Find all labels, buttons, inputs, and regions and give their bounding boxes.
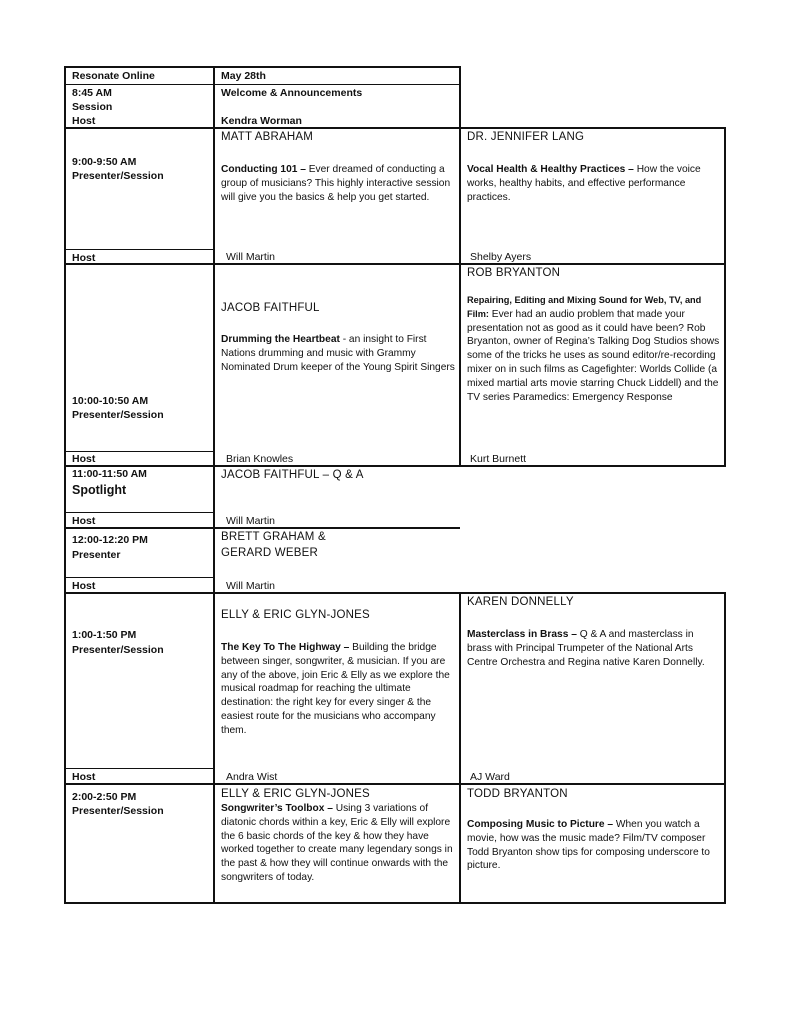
presenter-name: BRETT GRAHAM & <box>221 531 326 543</box>
time-slot: 11:00-11:50 AM <box>72 468 147 480</box>
time-slot: 9:00-9:50 AM <box>72 156 137 168</box>
row-label-role: Presenter/Session <box>72 409 164 421</box>
presenter-name: DR. JENNIFER LANG <box>467 131 585 143</box>
row-label-host: Host <box>72 515 96 527</box>
event-title: Resonate Online <box>72 70 155 82</box>
session-description: The Key To The Highway – Building the bridge between singer, songwriter, & musician. If you are any of the above, join Eric & Elly as we explore the musical roadmap for reaching the ultimate destination: the right key for every singer & the easiest route for the musicians who accompany them. <box>221 642 450 736</box>
row-label-role: Presenter <box>72 549 121 561</box>
presenter-name: GERARD WEBER <box>221 547 318 559</box>
row-label-host: Host <box>72 115 96 127</box>
session-title: Welcome & Announcements <box>221 87 363 99</box>
row-label-role: Presenter/Session <box>72 170 164 182</box>
row-label-host: Host <box>72 580 96 592</box>
row-label-role: Spotlight <box>72 483 127 497</box>
row-label-session: Session <box>72 101 113 113</box>
presenter-name: ELLY & ERIC GLYN-JONES <box>221 788 370 800</box>
session-description: Vocal Health & Healthy Practices – How the voice works, healthy habits, and effective performance practices. <box>467 164 701 203</box>
host-name: AJ Ward <box>470 771 510 783</box>
host-name: Will Martin <box>226 580 275 592</box>
time-slot: 2:00-2:50 PM <box>72 791 137 803</box>
presenter-name: MATT ABRAHAM <box>221 131 314 143</box>
session-description: Conducting 101 – Ever dreamed of conducting a group of musicians? This highly interactive session will give you the basics & help you get started. <box>221 164 451 203</box>
session-description: Repairing, Editing and Mixing Sound for Web, TV, and Film: Ever had an audio problem that made your presentation not as good as it could have been? Rob Bryanton, owner of Regina’s Talking Dog Studios shows some of the tricks he uses as sound editor/re-recording mixer on in such films as Cagefighter: Worlds Collide (a mixed martial arts movie starring Chuck Liddell) and the TV series Paramedics: Emergency Response <box>467 295 720 403</box>
session-description: Composing Music to Picture – When you watch a movie, how was the music made? Film/TV composer Todd Bryanton show tips for composing underscore to picture. <box>467 819 710 872</box>
host-name: Will Martin <box>226 251 275 263</box>
host-name: Kurt Burnett <box>470 453 527 465</box>
event-date: May 28th <box>221 70 266 82</box>
row-label-host: Host <box>72 453 96 465</box>
time-slot: 1:00-1:50 PM <box>72 629 137 641</box>
presenter-name: KAREN DONNELLY <box>467 596 574 608</box>
row-label-role: Presenter/Session <box>72 644 164 656</box>
row-label-host: Host <box>72 252 96 264</box>
session-description: Drumming the Heartbeat - an insight to First Nations drumming and music with Grammy Nominated Drum keeper of the Young Spirit Singers <box>221 334 455 373</box>
presenter-name: TODD BRYANTON <box>467 788 568 800</box>
host-name: Shelby Ayers <box>470 251 532 263</box>
time-slot: 12:00-12:20 PM <box>72 534 148 546</box>
presenter-name: JACOB FAITHFUL <box>221 302 320 314</box>
presenter-name: JACOB FAITHFUL – Q & A <box>221 469 364 481</box>
presenter-name: ELLY & ERIC GLYN-JONES <box>221 609 370 621</box>
time-slot: 10:00-10:50 AM <box>72 395 149 407</box>
time-slot: 8:45 AM <box>72 87 112 99</box>
row-label-host: Host <box>72 771 96 783</box>
host-name: Andra Wist <box>226 771 278 783</box>
session-description: Masterclass in Brass – Q & A and masterclass in brass with Principal Trumpeter of the National Arts Centre Orchestra and Regina native Karen Donnelly. <box>467 629 705 668</box>
host-name: Brian Knowles <box>226 453 294 465</box>
host-name: Will Martin <box>226 515 275 527</box>
host-name: Kendra Worman <box>221 115 302 127</box>
session-description: Songwriter’s Toolbox – Using 3 variations of diatonic chords within a key, Eric & Elly will explore the 6 basic chords of the key & how they have worked together to create many legendary songs in the past & how they will continue onwards with the songwriters of today. <box>221 803 453 883</box>
row-label-role: Presenter/Session <box>72 805 164 817</box>
presenter-name: ROB BRYANTON <box>467 267 561 279</box>
